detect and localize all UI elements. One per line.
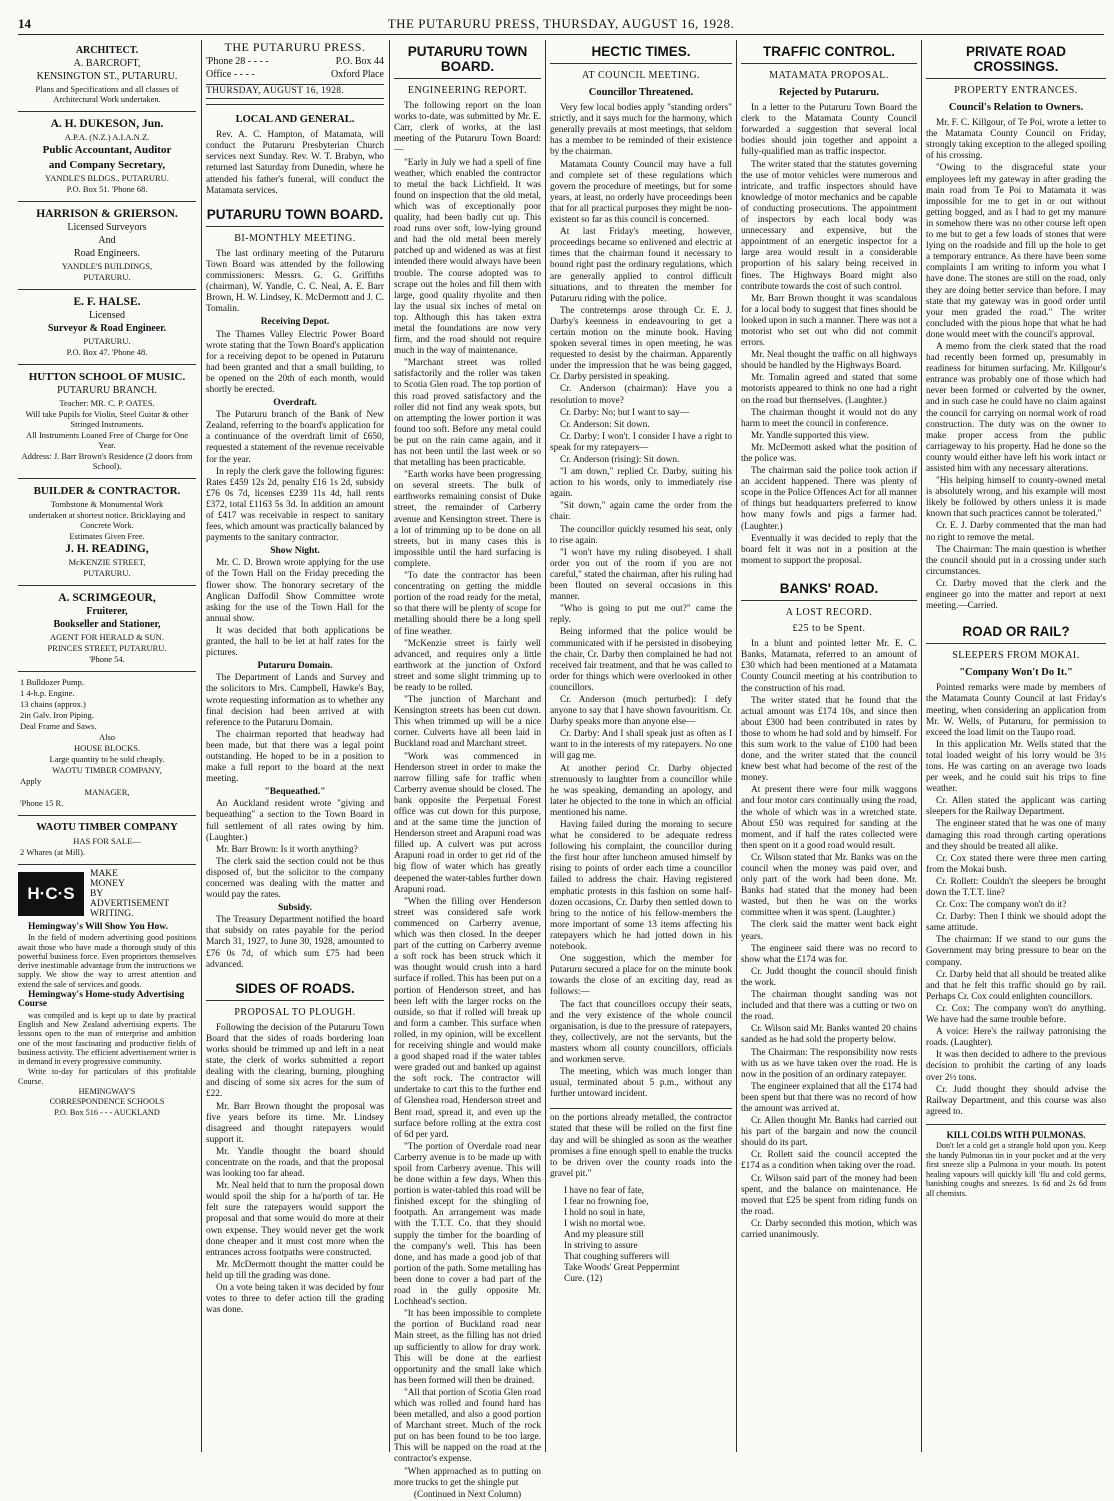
article-subheading: SLEEPERS FROM MOKAI. — [952, 650, 1080, 662]
ad-name: HEMINGWAY'S — [78, 1087, 136, 1097]
ad-scrimgeour — [18, 586, 196, 672]
ad-text: HAS FOR SALE— — [73, 836, 141, 846]
ad-town: PUTARURU. — [83, 272, 131, 282]
ad-text: Fruiterer, — [86, 606, 128, 617]
article-headline: PUTARURU TOWN BOARD. — [206, 207, 384, 227]
article-paragraph: Mr. C. D. Brown wrote applying for the use of the Town Hall on the Friday preceding the flower show. The honorary secretary of the Anglican Daffodil Show Committee wrote asking for the use of the Town Hall for the annual show. — [206, 558, 384, 624]
ad-waotu-sale — [18, 672, 196, 816]
article-paragraph: In reply the clerk gave the following figures: Rates £459 12s 2d, penalty £16 1s 2d, subsidy £76 0s 7d, licenses £239 11s 4d, hall rents £372, total £1163 5s 3d. In addition an amount of £417 was receivable in respect to sanitary fees, which amount was practically balanced by payments to the sanitary contractor. — [206, 466, 384, 544]
article-paragraph: Having failed during the morning to secure what he considered to be adequate redress following his complaint, the councillor during the first hour after luncheon amused himself by rising to points of order each time a councillor failed to address the chair. Having registered emphatic protests in this fashion on some half-dozen occasions, Cr. Darby then settled down to bring to the notice of his fellow-members the more important of some 13 items affecting his ratepayers which he had jotted down in his notebook. — [550, 820, 732, 953]
ad-text: MONEY — [90, 879, 125, 889]
article-paragraph: An Auckland resident wrote "giving and bequeathing" a section to the Town Board in full settlement of all rates owing by him. (Laughter.) — [206, 799, 384, 843]
article-paragraph: At present there were four milk waggons and four motor cars continually using the road, the whole of which was in a wretched state. About £50 was required for sanding at the moment, and if half the rates collected were then spent on it a good road would result. — [741, 785, 917, 851]
ad-town: PUTARURU. — [83, 336, 131, 346]
article-paragraph: Cr. Allen stated the applicant was carting sleepers for the Railway Department. — [926, 796, 1106, 818]
article-paragraph: Cr. Allen thought Mr. Banks had carried out his part of the bargain and now the council should do its part. — [741, 1116, 917, 1149]
ad-heading: ARCHITECT. — [75, 45, 139, 56]
ad-text: Road Engineers. — [73, 248, 141, 259]
article-subhead: Subsidy. — [277, 903, 313, 914]
article-paragraph: Cr. Anderson: Sit down. — [560, 419, 650, 430]
article-paragraph: Mr. Barr Brown: Is it worth anything? — [216, 844, 358, 855]
article-paragraph: Cr. Darby seconded this motion, which was carried unanimously. — [741, 1218, 917, 1240]
article-paragraph: The Thames Valley Electric Power Board wrote stating that the Town Board's application for a receiving depot to be opened in Putaruru had been granted and that a small building, to be opened on the 20th of each month, would shortly be erected. — [206, 329, 384, 395]
ad-text: ADVERTISEMENT — [90, 899, 170, 909]
ad-text: All Instruments Loaned Free of Charge for One Year. — [25, 430, 188, 450]
article-paragraph: Mr. McDermott asked what the position of the police was. — [741, 442, 917, 464]
ad-text: Bookseller and Stationer, — [53, 619, 161, 630]
ad-text: Large quantity to be sold cheaply. — [49, 754, 165, 764]
article-paragraph: Mr. Neal held that to turn the proposal down would spoil the ship for a ha'porth of tar. He felt sure the ratepayers would support the proposal and that some would do more at their own expense. They would never get the work done cheaper and it must cost more when the entrances across footpaths were constructed. — [206, 1181, 384, 1258]
article-subheading: Council's Relation to Owners. — [948, 102, 1084, 114]
ad-text: and Company Secretary, — [48, 159, 166, 171]
ad-name: HUTTON SCHOOL OF MUSIC. — [28, 371, 186, 383]
paper-title: THE PUTARURU PRESS. — [224, 40, 366, 54]
article-headline: PUTARURU TOWN BOARD. — [394, 44, 541, 79]
list-item: 1 Bulldozer Pump. — [20, 677, 84, 687]
article-subheading: AT COUNCIL MEETING. — [581, 70, 701, 81]
ad-address: McKENZIE STREET, — [68, 557, 146, 567]
po-box: P.O. Box 44 — [335, 56, 384, 68]
article-paragraph: Matamata County Council may have a full and complete set of these regulations which govern the procedure of meetings, but for some years, at least, no orderly have proceedings been that for all practical purposes they might be non-existent so far as this council is concerned. — [550, 159, 732, 226]
ad-text: MANAGER, — [84, 787, 130, 797]
ad-text: Surveyor & Road Engineer. — [47, 323, 167, 334]
verse-line: I fear no frowning foe, — [564, 1196, 649, 1207]
ad-text: Will take Pupils for Violin, Steel Guitar & other Stringed Instruments. — [25, 409, 189, 429]
article-paragraph: "When approached as to putting on more trucks to get the shingle put — [394, 1466, 541, 1488]
continued-note: (Continued in Next Column) — [413, 1489, 522, 1500]
ad-body: was compiled and is kept up to date by practical English and New Zealand advertising experts. The lessons open to the man of enterprise and ambition one of the most fascinating and productive fields of business activity. The efficient advertisement writer is in demand in every progressive community. — [18, 1010, 196, 1067]
article-paragraph: Cr. Judd thought they should advise the Railway Department, and this course was also agreed to. — [926, 1084, 1106, 1117]
ad-contact: P.O. Box 516 - - - AUCKLAND — [54, 1107, 160, 1117]
ad-contact: P.O. Box 51. 'Phone 68. — [66, 184, 148, 194]
article-paragraph: Cr. Anderson (much perturbed): I defy anyone to say that I have shown favouritism. Cr. Darby speaks more than anyone else— — [550, 694, 732, 728]
article-paragraph: "I am down," replied Cr. Darby, suiting his action to his words, only to immediately rise again. — [550, 467, 732, 500]
article-subheading: Rejected by Putaruru. — [778, 87, 880, 99]
article-subheading: MATAMATA PROPOSAL. — [769, 70, 889, 81]
ad-name: E. F. HALSE. — [73, 296, 141, 308]
article-paragraph: Cr. Darby moved that the clerk and the engineer go into the matter and report at next meeting.—Carried. — [926, 578, 1106, 612]
continued-from-column — [550, 1108, 732, 1180]
article-headline: PRIVATE ROAD CROSSINGS. — [926, 44, 1106, 79]
list-item: Deal Frame and Saws. — [20, 721, 97, 731]
article-paragraph: Mr. Barr Brown thought it was scandalous for a local body to suggest that fines should be looked upon in such a manner. There was not a motorist who set out who did not commit errors. — [741, 293, 917, 349]
article-paragraph: Cr. E. J. Darby commented that the man had no right to remove the metal. — [926, 521, 1106, 543]
article-paragraph: "When the filling over Henderson street was considered safe work commenced on Carberry avenue, which was then closed. In the deeper part of the cutting on Carberry avenue a soft rock has been struck which it was thought would crush into a hard surface if rolled. This has been put on a portion of Henderson street, and has been left with the larger rocks on the outside, so that if rolled will break up and form a camber. This surface when rolled, in my opinion, will be excellent for receiving shingle and would make a good shaped road if the water tables were graded out and banked up against the soft rock. The contractor will undertake to cart this to the further end of Glenshea road, Henderson street and Bent road, spread it, and even up the surface before rolling at the extra cost of 6d per yard. — [394, 896, 541, 1140]
verse-line: In striving to assure — [564, 1240, 638, 1251]
ad-address: YANDLE'S BUILDINGS, — [61, 261, 153, 271]
article-subheading: PROPOSAL TO PLOUGH. — [234, 1006, 356, 1018]
column-2 — [206, 40, 384, 1452]
article-paragraph: The Chairman: The main question is whether the council should put in a crossing under such circumstances. — [926, 544, 1106, 577]
article-paragraph: Following the decision of the Putaruru Town Board that the sides of roads bordering loan works should be trimmed up and left in a neat state, the clerk of works submitted a report dealing with the clearing, burning, ploughing and discing of some six acres for the sum of £22. — [206, 1022, 384, 1100]
article-paragraph: "The junction of Marchant and Kensington streets has been cut down. This when trimmed up will be a nice corner. Culverts have all been laid in Buckland road and Marchant street. — [394, 695, 541, 750]
ad-name: A. BARCROFT, — [73, 58, 141, 69]
ad-harrison — [18, 202, 196, 290]
article-subheading: Councillor Threatened. — [588, 87, 694, 99]
column-rule — [736, 40, 737, 1452]
article-paragraph: The Putaruru branch of the Bank of New Zealand, referring to the board's application for a continuance of the overdraft limit of £650, requested a statement of the revenue receivable for the year. — [206, 410, 384, 465]
verse-line: And my pleasure still — [564, 1229, 644, 1240]
ad-text: MAKE — [90, 869, 118, 879]
article-paragraph: Cr. Wilson said Mr. Banks wanted 20 chains sanded as he had sold the property below. — [741, 1024, 917, 1046]
article-paragraph: The clerk said the section could not be thus disposed of, but the solicitor to the company concerned was dealing with the matter and would pay the rates. — [206, 856, 384, 901]
column-rule — [201, 40, 202, 1452]
article-paragraph: Cr. Cox: The company won't do it? — [936, 900, 1067, 911]
article-paragraph: Cr. Anderson (chairman): Have you a resolution to move? — [550, 384, 732, 406]
article-paragraph: The Chairman: The responsibility now rests with us as we have taken over the road. He is now in the position of an ordinary ratepayer. — [741, 1047, 917, 1080]
ad-contact: 'Phone 15 R. — [20, 798, 64, 808]
ad-pulmonas — [926, 1124, 1106, 1199]
article-paragraph: The contretemps arose through Cr. E. J. Darby's keenness in endeavouring to get a certain motion on the minute book. Having spoken several times in open meeting, he was requested to desist by the chairman. Apparently under the impression that he was being gagged, Cr. Darby persisted in speaking. — [550, 305, 732, 383]
article-paragraph: Being informed that the police would be communicated with if he persisted in disobeying the chair, Cr. Darby then complained he had not received fair treatment, and that he was called to order for things which were overlooked in other councillors. — [550, 627, 732, 693]
paper-info-box — [206, 40, 384, 105]
article-paragraph: "Owing to the disgraceful state your employees left my gateway in after grading the main road from Te Poi to Matamata it was impossible for me to get in or out without getting bogged, and as I had to get my manure in somehow there was no other course left open to me but to get a few loads of stones that were lying on the roadside and fill up the hole to get a temporary entrance. As there have been some complaints I am writing to inform you what I have done. The stones are still on the road, only they are doing better service than before. I may state that my gateway was in good order until your men graded the road." The writer concluded with the pious hope that what he had done would meet with the council's approval. — [926, 163, 1106, 340]
article-paragraph: "Work was commenced in Henderson street in order to make the narrow filling safe for traffic when Carberry avenue should be closed. The bank opposite the Perpetual Forest office was cut down for this purpose, and at the same time the junction of Henderson street and Arapuni road was filled up. A culvert was put across Arapuni road in order to get rid of the big flow of water which has greatly deepened the water-tables further down Arapuni road. — [394, 751, 541, 895]
column-6 — [926, 40, 1106, 1452]
article-paragraph: "The portion of Overdale road near Carberry avenue is to be made up with spoil from Carberry avenue. This will be done within a few days. When this portion is water-tabled this road will be finished except for the shingling of footpath. An arrangement was made with the T.T.T. Co. that they should supply the timber for the boarding of the company's well. This has been done, and has made a good job of that portion of the path. Some metalling has been done to cover a bad part of the road in the gully opposite Mr. Lochhead's section. — [394, 1141, 541, 1308]
article-subheading: £25 to be Spent. — [792, 623, 866, 635]
ad-contact: P.O. Box 47. 'Phone 48. — [66, 347, 148, 357]
article-paragraph: A memo from the clerk stated that the road had recently been formed up, presumably in readiness for bitumen surfacing. Mr. Killgour's entrance was probably one of those which had never been formed or culverted by the owner, and in such case he could have no claim against the council for carrying on normal work of road construction. The duty was on the owner to make proper access from the public carriageway to his property. Had he done so the county would either have left his work intact or assisted him with any necessary alterations. — [926, 341, 1106, 474]
ad-text: undertaken at shortest notice. Bricklaying and Concrete Work. — [28, 510, 186, 530]
verse-line: I hold no soul in hate, — [564, 1207, 646, 1218]
column-rule — [545, 40, 546, 1452]
article-paragraph: Very few local bodies apply "standing orders" strictly, and it says much for the harmony, which generally prevails at most meetings, that seldom has a member to be reminded of their existence by the chairman. — [550, 103, 732, 158]
article-subhead: Receiving Depot. — [260, 317, 330, 328]
ad-name: WAOTU TIMBER COMPANY, — [52, 765, 162, 775]
article-headline: HECTIC TIMES. — [550, 44, 732, 64]
ad-text: AGENT FOR HERALD & SUN. — [50, 632, 164, 642]
ad-name: J. H. READING, — [65, 543, 149, 555]
ad-name: WAOTU TIMBER COMPANY — [36, 822, 178, 833]
ad-town: PUTARURU. — [83, 568, 131, 578]
article-paragraph: Cr. Darby: And I shall speak just as often as I want to in the interests of my ratepayers. No one will gag me. — [550, 729, 732, 762]
article-paragraph: The chairman: If we stand to our guns the Government may bring pressure to bear on the company. — [926, 935, 1106, 968]
verse-line: Cure. (12) — [564, 1273, 603, 1284]
article-paragraph: The chairman thought sanding was not included and that there was a cutting or two on the road. — [741, 990, 917, 1023]
article-paragraph: Mr. Yandle supported this view. — [751, 430, 869, 441]
hcs-logo: H·C·S — [18, 872, 84, 916]
newspaper-title: THE PUTARURU PRESS, THURSDAY, AUGUST 16, 1928. — [387, 16, 735, 31]
article-paragraph: It was then decided to adhere to the previous decision to prohibit the carting of any loads over 2½ tons. — [926, 1050, 1106, 1083]
ad-text: 2 Whares (at Mill). — [20, 847, 85, 857]
ad-text: Tombstone & Monumental Work — [50, 499, 164, 509]
article-paragraph: At another period Cr. Darby objected strenuously to laughter from a councillor while he was speaking, demanding an apology, and later he objected to the tone in which an official mentioned his name. — [550, 763, 732, 818]
article-paragraph: Cr. Darby: Then I think we should adopt the same attitude. — [926, 912, 1106, 934]
ad-halse — [18, 290, 196, 365]
article-paragraph: The chairman thought it would not do any harm to meet the council in conference. — [741, 407, 917, 429]
ad-text: CORRESPONDENCE SCHOOLS — [49, 1097, 165, 1107]
article-paragraph: One suggestion, which the member for Putaruru secured a place for on the minute book towards the close of an exciting day, read as follows:— — [550, 954, 732, 998]
ad-text: Plans and Specifications and all classes of Architectural Work undertaken. — [35, 84, 179, 104]
verse-line: I have no fear of fate, — [564, 1185, 645, 1196]
article-headline: SIDES OF ROADS. — [206, 981, 384, 1001]
ad-text: BY — [90, 889, 104, 899]
article-paragraph: The Treasury Department notified the board that subsidy on rates payable for the period March 31, 1927, to June 30, 1928, amounted to £76 0s 7d, of which sum £75 had been advanced. — [206, 915, 384, 970]
ad-hemingway — [18, 869, 196, 1117]
article-subheading: BI-MONTHLY MEETING. — [234, 232, 356, 244]
ad-text: Teacher: MR. C. P. OATES. — [59, 398, 155, 408]
ad-subheading: Hemingway's Home-study Advertising Course — [18, 990, 185, 1010]
ad-name: A. SCRIMGEOUR, — [58, 592, 156, 604]
article-paragraph: Cr. Anderson (rising): Sit down. — [560, 455, 680, 465]
article-paragraph: Cr. Wilson stated that Mr. Banks was on the council when the money was paid over, and only part of the work had been done. Mr. Banks had stated that the money had been wasted, but then he was on the works committee when it was spent. (Laughter.) — [741, 852, 917, 919]
article-paragraph: The engineer explained that all the £174 had been spent but that there was no record of how the amount was arrived at. — [741, 1081, 917, 1114]
verse-line: That coughing sufferers will — [564, 1251, 670, 1262]
article-paragraph: "Who is going to put me out?" came the reply. — [550, 604, 732, 626]
ad-body: Write to-day for particulars of this profitable Course. — [18, 1067, 196, 1086]
article-paragraph: At last Friday's meeting, however, proceedings became so enlivened and electric at times that the chairman found it necessary to bound right past the ordinary regulations, which are generally applied to control difficult situations, and to threaten the member for Putaruru riding with the police. — [550, 227, 732, 304]
ad-contact: 'Phone 54. — [89, 654, 125, 664]
article-paragraph: On a vote being taken it was decided by four votes to three to defer action till the grading was done. — [206, 1283, 384, 1316]
article-paragraph: "McKenzie street is fairly well advanced, and requires only a little earthwork at the junction of Oxford street and some slight trimming up to be ready to be rolled. — [394, 638, 541, 693]
list-item: Also — [98, 732, 116, 742]
masthead — [18, 16, 1104, 35]
ad-address: YANDLE'S BLDGS., PUTARURU. — [45, 173, 169, 183]
ad-text: And — [98, 235, 116, 246]
ad-name: HARRISON & GRIERSON. — [36, 208, 178, 220]
article-paragraph: Cr. Wilson said part of the money had been spent, and the balance on maintenance. He moved that £25 be spent from riding funds on the road. — [741, 1173, 917, 1217]
article-paragraph: "All that portion of Scotia Glen road which was rolled and found hard has been metalled, and also a good portion of Marchant street. Much of the rock put on has been found to be too large. This will be napped on the road at the contractor's expense. — [394, 1387, 541, 1465]
article-paragraph: In a blunt and pointed letter Mr. E. C. Banks, Matamata, referred to an amount of £30 which had been mentioned at a Matamata County Council meeting at his contribution to the construction of his road. — [741, 639, 917, 694]
office-address: Oxford Place — [330, 69, 384, 81]
article-paragraph: The writer stated that the statutes governing the use of motor vehicles were numerous and intricate, and traffic inspectors should have knowledge of motor mechanics and be capable of conducting prosecutions. The appointment of inspectors by each local body was unnecessary and expensive, but the appointment of an energetic inspector for a large area would result in a considerable proportion of his salary being received in fines. The Highways Board might also contribute towards the cost of such control. — [741, 159, 917, 292]
ad-body: Don't let a cold get a strangle hold upon you. Keep the handy Pulmonas tin in your pocket and at the very first sneeze slip a Pulmona in your mouth. Its potent healing vapours will quickly kill 'flu and cold germs, banishing coughs and sneezes. 1s 6d and 2s 6d from all chemists. — [926, 1141, 1106, 1198]
article-paragraph: Cr. Darby: I won't. I consider I have a right to speak for my ratepayers— — [550, 431, 732, 453]
ad-dukeson — [18, 112, 196, 202]
article-paragraph: "Marchant street was rolled satisfactorily and the roller was taken to Scotia Glen road. The top portion of this road proved satisfactory and the roller did not find any weak spots, but on attempting the lower portion it was found too soft. Before any metal could be put on the rain came again, and it has not been until the last week or so that metalling has been practicable. — [394, 358, 541, 469]
issue-date: THURSDAY, AUGUST 16, 1928. — [206, 84, 384, 99]
article-paragraph: Cr. Cox: The company won't do anything. We have had the same trouble before. — [926, 1003, 1106, 1026]
ad-waotu-whares — [18, 816, 196, 865]
verse-line: Take Woods' Great Peppermint — [564, 1262, 680, 1273]
ad-text: Public Accountant, Auditor — [42, 144, 172, 156]
article-paragraph: The last ordinary meeting of the Putaruru Town Board was attended by the following commissioners: Messrs. G. G. Griffiths (chairman), W. Yandle, C. C. Neal, A. E. Barr Brown, H. W. Lindsey, K. McDermott and J. C. Tomalin. — [206, 248, 384, 315]
article-paragraph: Mr. Yandle thought the board should concentrate on the roads, and that the proposal was looking too far ahead. — [206, 1146, 384, 1180]
phone-label: 'Phone 28 - - - - — [206, 56, 269, 68]
article-paragraph: The chairman reported that headway had been made, but that there was a legal point outstanding. He hoped to be in a position to make a full report to the board at the next meeting. — [206, 729, 384, 785]
article-paragraph: "I won't have my ruling disobeyed. I shall order you out of the room if you are not careful," stated the chairman, after his ruling had been flouted on several occasions in this manner. — [550, 547, 732, 603]
article-subheading: ENGINEERING REPORT. — [407, 85, 528, 96]
ad-text: WRITING. — [90, 909, 134, 919]
column-4 — [550, 40, 732, 1452]
article-subheading: A LOST RECORD. — [785, 606, 873, 618]
article-paragraph: In this application Mr. Wells stated that the total loaded weight of his lorry would be 3½ tons. He was carting on an average two loads per week, and he could suit his trips to fine weather. — [926, 739, 1106, 795]
ad-address: KENSINGTON ST., PUTARURU. — [36, 71, 178, 82]
article-paragraph: Cr. Rollett: Couldn't the sleepers be brought down the T.T.T. line? — [926, 876, 1106, 898]
article-paragraph: "Early in July we had a spell of fine weather, which enabled the contractor to metal the back Lichfield. It was found on inspection that the old metal, which was of exceptionally poor quality, had been badly cut up. This road runs over soft, low-lying ground and had the old metal been merely patched up and widened as was at first intended there would always have been trouble. The course adopted was to scrape out the holes and fill them with large, good quality rhyolite and then lay the usual six inches of metal on top. Although this has taken extra metal the foundations are now very firm, and the road should not require much in the way of maintenance. — [394, 157, 541, 357]
article-paragraph: Mr. Tomalin agreed and stated that some motorists appeared to think no one had a right on the road but themselves. (Laughter.) — [741, 373, 917, 406]
article-paragraph: "To date the contractor has been concentrating on getting the middle portion of the road ready for the metal, so that there will be plenty of scope for metalling should there be a long spell of fine weather. — [394, 571, 541, 637]
column-rule — [921, 40, 922, 1452]
article-paragraph: "Sit down," again came the order from the chair. — [550, 501, 732, 523]
article-paragraph: "It has been impossible to complete the portion of Buckland road near Main street, as the filling has not dried up sufficiently to allow for dray work. This will be done at the earliest opportunity and the small lake which has been formed will then be drained. — [394, 1309, 541, 1386]
ad-architect — [18, 40, 196, 112]
ad-text: Apply — [20, 776, 42, 786]
article-paragraph: The engineer stated that he was one of many damaging this road through carting operations and they should be treated all alike. — [926, 819, 1106, 852]
column-3 — [394, 40, 541, 1500]
list-item: 1 4-h.p. Engine. — [20, 688, 75, 698]
article-paragraph: The writer stated that he found that the actual amount was £174 10s, and since then about £300 had been contributed in rates by those to whom he had sold and by himself. For this sum work to the value of £100 had been done, and the writer stated that the council knew best what had become of the rest of the money. — [741, 695, 917, 784]
page-number: 14 — [18, 16, 31, 31]
article-subheading: PROPERTY ENTRANCES. — [954, 85, 1078, 96]
ads-column — [18, 40, 196, 1452]
article-paragraph: Rev. A. C. Hampton, of Matamata, will conduct the Putaruru Presbyterian Church services next Sunday. Rev. W. T. Brabyn, who returned last Saturday from Dunedin, where he attended his father's funeral, will conduct the Matamata services. — [206, 130, 384, 196]
ad-address: Address: J. Barr Brown's Residence (2 doors from School). — [21, 451, 193, 471]
article-paragraph: The councillor quickly resumed his seat, only to rise again. — [550, 524, 732, 546]
article-paragraph: Mr. McDermott thought the matter could be held up till the grading was done. — [206, 1259, 384, 1281]
article-paragraph: The fact that councillors occupy their seats, and the very existence of the whole council organisation, is due to the pressure of ratepayers, they, collectively, are not the servants, but the masters whom all county councillors, officials and workmen serve. — [550, 999, 732, 1065]
article-headline: BANKS' ROAD. — [741, 581, 917, 601]
ad-name: A. H. DUKESON, Jun. — [50, 118, 164, 130]
list-item: 13 chains (approx.) — [20, 699, 86, 709]
list-item: HOUSE BLOCKS. — [73, 743, 141, 753]
article-paragraph: Pointed remarks were made by members of the Matamata County Council at last Friday's meeting, when considering an application from Mr. W. Wells, of Putaruru, for permission to exceed the load limit on the Taupo road. — [926, 683, 1106, 738]
list-item: 2in Galv. Iron Piping. — [20, 710, 94, 720]
ad-text: PUTARURU BRANCH. — [57, 385, 157, 396]
article-headline: ROAD OR RAIL? — [926, 624, 1106, 644]
ad-subheading: Hemingway's Will Show You How. — [28, 922, 168, 932]
article-paragraph: The clerk said the matter went back eight years. — [741, 920, 917, 942]
article-paragraph: A voice: Here's the railway patronising the roads. (Laughter). — [926, 1027, 1106, 1049]
ad-address: PRINCES STREET, PUTARURU. — [47, 643, 167, 653]
article-paragraph: The following report on the loan works to-date, was submitted by Mr. E. Carr, clerk of works, at the last meeting of the Putaruru Town Board:— — [394, 101, 541, 156]
column-5 — [741, 40, 917, 1452]
article-paragraph: Cr. Rollett said the council accepted the £174 as a condition when taking over the road. — [741, 1150, 917, 1172]
ad-text: Licensed — [88, 310, 126, 321]
article-paragraph: Cr. Darby held that all should be treated alike and that he felt this traffic should go by rail. Perhaps Cr. Cox could enlighten councillors. — [926, 969, 1106, 1002]
article-paragraph: "Earth works have been progressing on several streets. The bulk of earthworks remaining consist of Duke street, the remainder of Carberry avenue and Kensington street. There is a lot of trimming up to be done on all streets, but in many cases this is impossible until the hard surfacing is complete. — [394, 470, 541, 569]
column-rule — [389, 40, 390, 1452]
office-label: Office - - - - — [206, 69, 255, 81]
article-subhead: Overdraft. — [273, 398, 317, 409]
article-paragraph: Cr. Darby: No; but I want to say— — [560, 407, 690, 418]
article-subhead: Show Night. — [270, 546, 320, 557]
article-paragraph: on the portions already metalled, the contractor stated that these will be rolled on the first fine day and will be shingled as soon as the weather promises a fine enough spell to enable the trucks to be driven over the county roads into the gravel pit." — [550, 1113, 732, 1179]
article-paragraph: The meeting, which was much longer than usual, terminated about 5 p.m., without any further untoward incident. — [550, 1067, 732, 1100]
article-paragraph: Eventually it was decided to reply that the board felt it was not in a position at the moment to support the proposal. — [741, 533, 917, 566]
ad-heading: BUILDER & CONTRACTOR. — [33, 485, 181, 497]
article-paragraph: Cr. Judd thought the council should finish the work. — [741, 966, 917, 988]
article-subhead: "Bequeathed." — [264, 787, 326, 798]
ad-text: Estimates Given Free. — [69, 531, 145, 541]
article-paragraph: Mr. Neal thought the traffic on all highways should be handled by the Highways Board. — [741, 350, 917, 372]
article-headline: TRAFFIC CONTROL. — [741, 44, 917, 64]
ad-builder — [18, 479, 196, 586]
article-paragraph: It was decided that both applications be granted, the hall to be let at half rates for the pictures. — [206, 625, 384, 659]
article-paragraph: Mr. Barr Brown thought the proposal was five years before its time. Mr. Lindsey disagreed and thought ratepayers would support it. — [206, 1101, 384, 1145]
ad-body: In the field of modern advertising good positions await those who have made a thorough study of this powerful business force. Even proprietors themselves derive inestimable advantage from the instructions we supply. We show the way to arrest attention and extend the sale of services and goods. — [18, 933, 196, 989]
article-subhead: Putaruru Domain. — [257, 661, 333, 672]
article-paragraph: The chairman said the police took action if an accident happened. There was plenty of scope in the Police Offences Act for all manner of things but headquarters preferred to know how many fowls and pigs a farmer had. (Laughter.) — [741, 466, 917, 532]
ad-heading: KILL COLDS WITH PULMONAS. — [946, 1129, 1086, 1140]
article-paragraph: "His helping himself to county-owned metal is absolutely wrong, and his example will most likely be followed by others unless it is made known that such practices cannot be tolerated." — [926, 476, 1106, 520]
ad-hutton — [18, 365, 196, 479]
verse-line: I wish no mortal woe. — [564, 1218, 646, 1229]
article-paragraph: Cr. Cox stated there were three men carting from the Mokai bush. — [926, 853, 1106, 875]
article-subheading: "Company Won't Do It." — [959, 667, 1073, 679]
ad-text: Licensed Surveyors — [67, 222, 147, 233]
article-paragraph: In a letter to the Putaruru Town Board the clerk to the Matamata County Council forwarded a suggestion that several local bodies should join together and appoint a fully-qualified man as traffic inspector. — [741, 103, 917, 158]
article-paragraph: The engineer said there was no record to show what the £174 was for. — [741, 943, 917, 965]
article-paragraph: Mr. F. C. Killgour, of Te Poi, wrote a letter to the Matamata County Council on Friday, strongly taking exception to the alleged spoiling of his crossing. — [926, 118, 1106, 162]
ad-text: A.P.A. (N.Z.) A.I.A.N.Z. — [64, 132, 150, 142]
section-heading: LOCAL AND GENERAL. — [235, 114, 355, 126]
advert-verse — [564, 1186, 732, 1285]
article-paragraph: The Department of Lands and Survey and the solicitors to Mrs. Campbell, Hawke's Bay, wrote requesting information as to whether any final decision had been arrived at with reference to the Putaruru Domain. — [206, 673, 384, 728]
